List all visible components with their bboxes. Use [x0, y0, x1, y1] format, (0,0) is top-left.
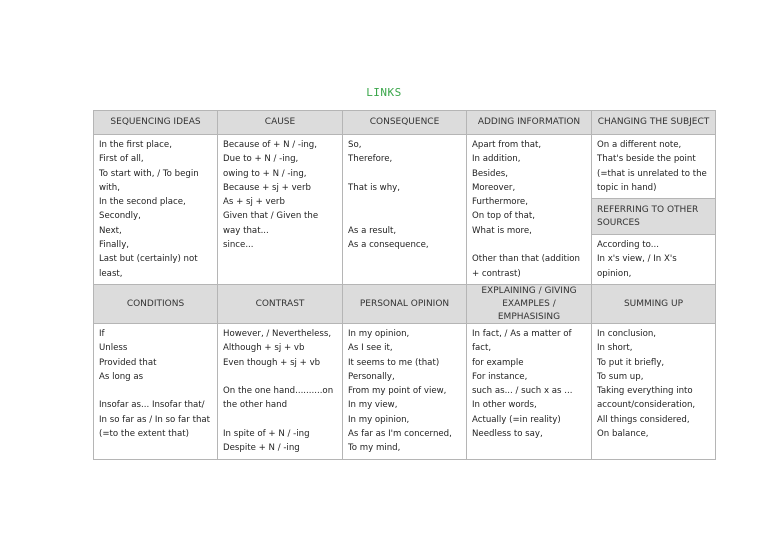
header-sequencing-ideas: SEQUENCING IDEAS [93, 110, 218, 135]
cell-consequence: So, Therefore, That is why, As a result, As a consequence, [342, 134, 467, 285]
cell-changing-the-subject: On a different note, That's beside the point (=that is unrelated to the topic in hand) [591, 134, 716, 199]
header-cause: CAUSE [217, 110, 343, 135]
links-table [93, 110, 716, 460]
cell-contrast: However, / Nevertheless, Although + sj + vb Even though + sj + vb On the one hand..........on the other hand In spite of + N / -ing Despite + N / -ing [217, 323, 343, 460]
cell-cause: Because of + N / -ing, Due to + N / -ing, owing to + N / -ing, Because + sj + verb As + sj + verb Given that / Given the way that... since... [217, 134, 343, 285]
header-referring-to-other-sources: REFERRING TO OTHER SOURCES [591, 198, 716, 235]
cell-explaining-giving-examples: In fact, / As a matter of fact, for example For instance, such as... / such x as ... In other words, Actually (=in reality) Needless to say, [466, 323, 592, 460]
cell-summing-up: In conclusion, In short, To put it briefly, To sum up, Taking everything into account/consideration, All things considered, On balance, [591, 323, 716, 460]
header-personal-opinion: PERSONAL OPINION [342, 284, 467, 324]
header-contrast: CONTRAST [217, 284, 343, 324]
header-conditions: CONDITIONS [93, 284, 218, 324]
header-explaining-giving-examples: EXPLAINING / GIVING EXAMPLES / EMPHASISING [466, 284, 592, 324]
page-title: LINKS [366, 86, 402, 99]
cell-sequencing-ideas: In the first place, First of all, To start with, / To begin with, In the second place, Secondly, Next, Finally, Last but (certainly) not least, [93, 134, 218, 285]
cell-conditions: If Unless Provided that As long as Insofar as... Insofar that/ In so far as / In so far that (=to the extent that) [93, 323, 218, 460]
header-consequence: CONSEQUENCE [342, 110, 467, 135]
cell-personal-opinion: In my opinion, As I see it, It seems to me (that) Personally, From my point of view, In my view, In my opinion, As far as I'm concerned, To my mind, [342, 323, 467, 460]
header-changing-the-subject: CHANGING THE SUBJECT [591, 110, 716, 135]
cell-adding-information: Apart from that, In addition, Besides, Moreover, Furthermore, On top of that, What is more, Other than that (addition + contrast) [466, 134, 592, 285]
header-adding-information: ADDING INFORMATION [466, 110, 592, 135]
cell-referring-to-other-sources: According to... In x's view, / In X's opinion, [591, 234, 716, 285]
header-summing-up: SUMMING UP [591, 284, 716, 324]
